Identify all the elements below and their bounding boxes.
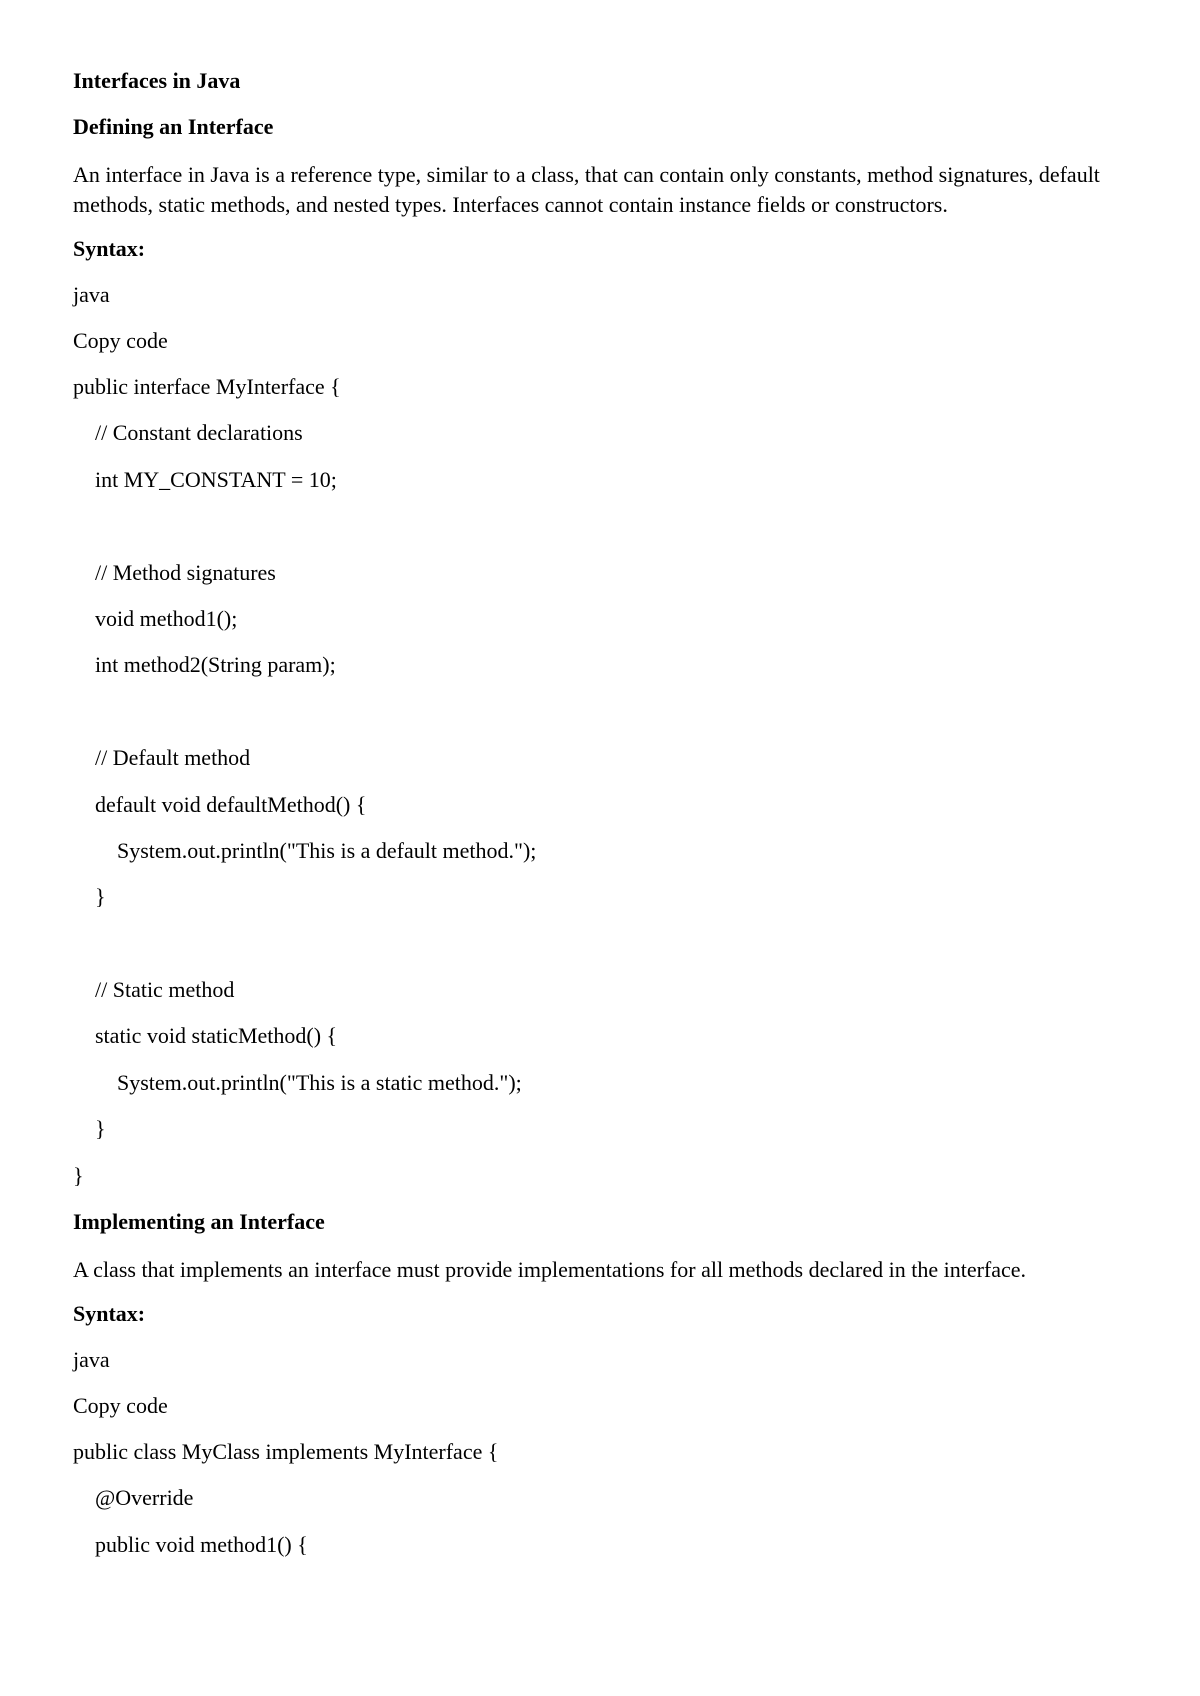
- copy-code-label: Copy code: [73, 328, 168, 353]
- code-line: System.out.println("This is a default method.");: [73, 837, 537, 863]
- code-block-interface: [73, 374, 1133, 1189]
- code-line: [73, 699, 1133, 725]
- language-label: java: [73, 282, 110, 307]
- code-line: public interface MyInterface {: [73, 374, 341, 399]
- code-line: }: [73, 1116, 106, 1142]
- code-line: @Override: [73, 1485, 194, 1511]
- syntax-label: Syntax:: [73, 236, 146, 261]
- code-line: }: [73, 884, 106, 910]
- section-heading-implementing: Implementing an Interface: [73, 1209, 325, 1235]
- code-line: [73, 931, 1133, 957]
- paragraph-implementing: A class that implements an interface must provide implementations for all methods declared in the interface.: [73, 1257, 1027, 1283]
- code-line: System.out.println("This is a static method.");: [73, 1069, 522, 1095]
- code-line: public class MyClass implements MyInterface {: [73, 1439, 499, 1465]
- code-line: // Default method: [73, 745, 251, 771]
- language-label: java: [73, 1347, 110, 1373]
- code-line: void method1();: [73, 605, 238, 631]
- copy-code-label: Copy code: [73, 1393, 168, 1419]
- paragraph-defining: An interface in Java is a reference type, similar to a class, that can contain only constants, method signatures, default methods, static methods, and nested types. Interfaces cannot contain instance fields or constructors.: [73, 162, 1100, 217]
- code-block-class: [73, 1439, 1133, 1558]
- code-line: static void staticMethod() {: [73, 1023, 338, 1049]
- code-line: // Constant declarations: [73, 420, 303, 446]
- section-heading-defining: Defining an Interface: [73, 114, 274, 139]
- code-line: // Static method: [73, 977, 235, 1003]
- code-line: public void method1() {: [73, 1531, 308, 1557]
- code-line: [73, 513, 1133, 539]
- code-line: int method2(String param);: [73, 652, 336, 678]
- document-title: Interfaces in Java: [73, 68, 241, 93]
- document-page: [73, 68, 1133, 1578]
- syntax-label: Syntax:: [73, 1301, 146, 1327]
- code-line: }: [73, 1162, 84, 1188]
- code-line: default void defaultMethod() {: [73, 791, 367, 817]
- code-line: int MY_CONSTANT = 10;: [73, 466, 337, 492]
- code-line: // Method signatures: [73, 559, 276, 585]
